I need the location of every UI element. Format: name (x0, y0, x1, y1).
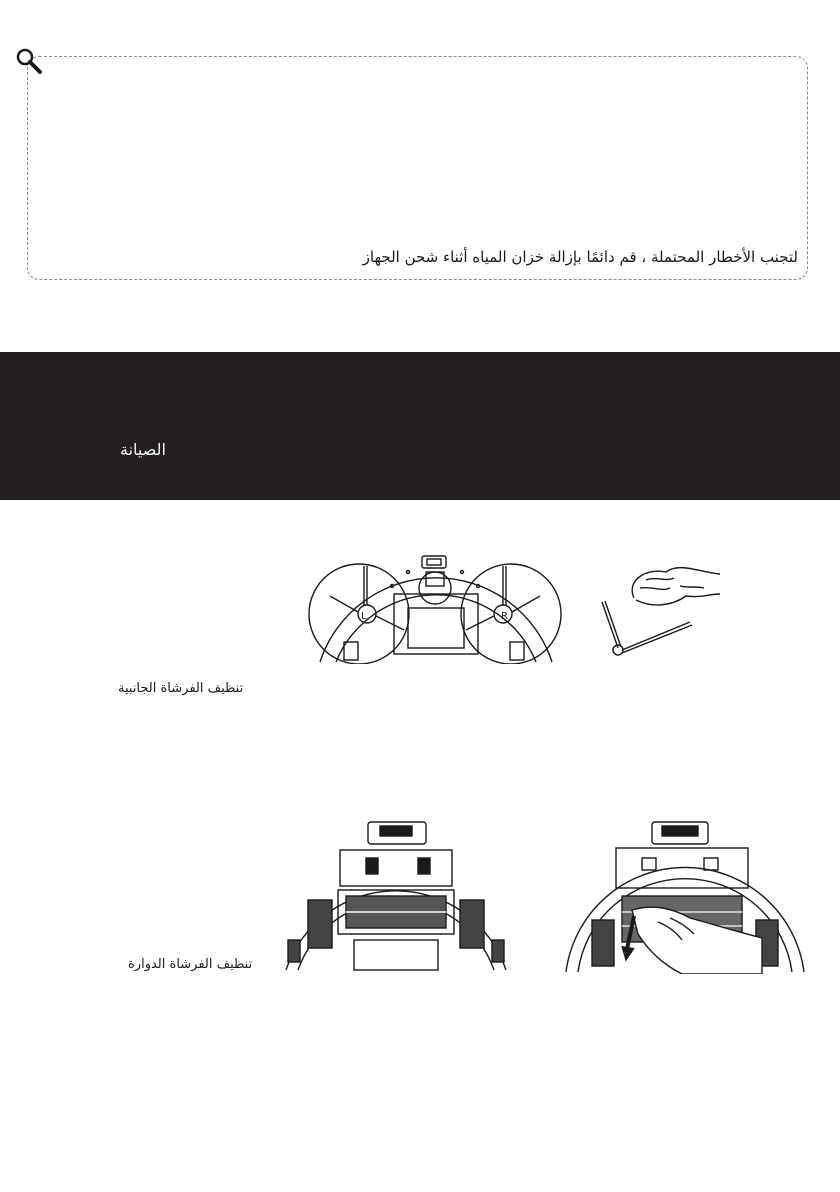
roller-brush-cleaning-label: تنظيف الفرشاة الدوارة (128, 957, 253, 972)
caution-note-box (27, 56, 808, 280)
banner-title: الصيانة (120, 440, 166, 459)
magnifier-icon (14, 46, 44, 76)
section-banner (0, 352, 840, 500)
robot-bottom-side-brushes-illustration (296, 546, 576, 664)
wipe-side-brush-illustration (596, 558, 724, 658)
remove-roller-brush-illustration (562, 814, 808, 974)
side-brush-cleaning-label: تنظيف الفرشاة الجانبية (118, 681, 244, 696)
right-brush-marker: R (501, 611, 508, 622)
robot-bottom-roller-brush-illustration (278, 814, 514, 972)
caution-note-text: لتجنب الأخطار المحتملة ، قم دائمًا بإزالة خزان المياه أثناء شحن الجهاز (362, 248, 798, 266)
left-brush-marker: L (361, 611, 367, 622)
